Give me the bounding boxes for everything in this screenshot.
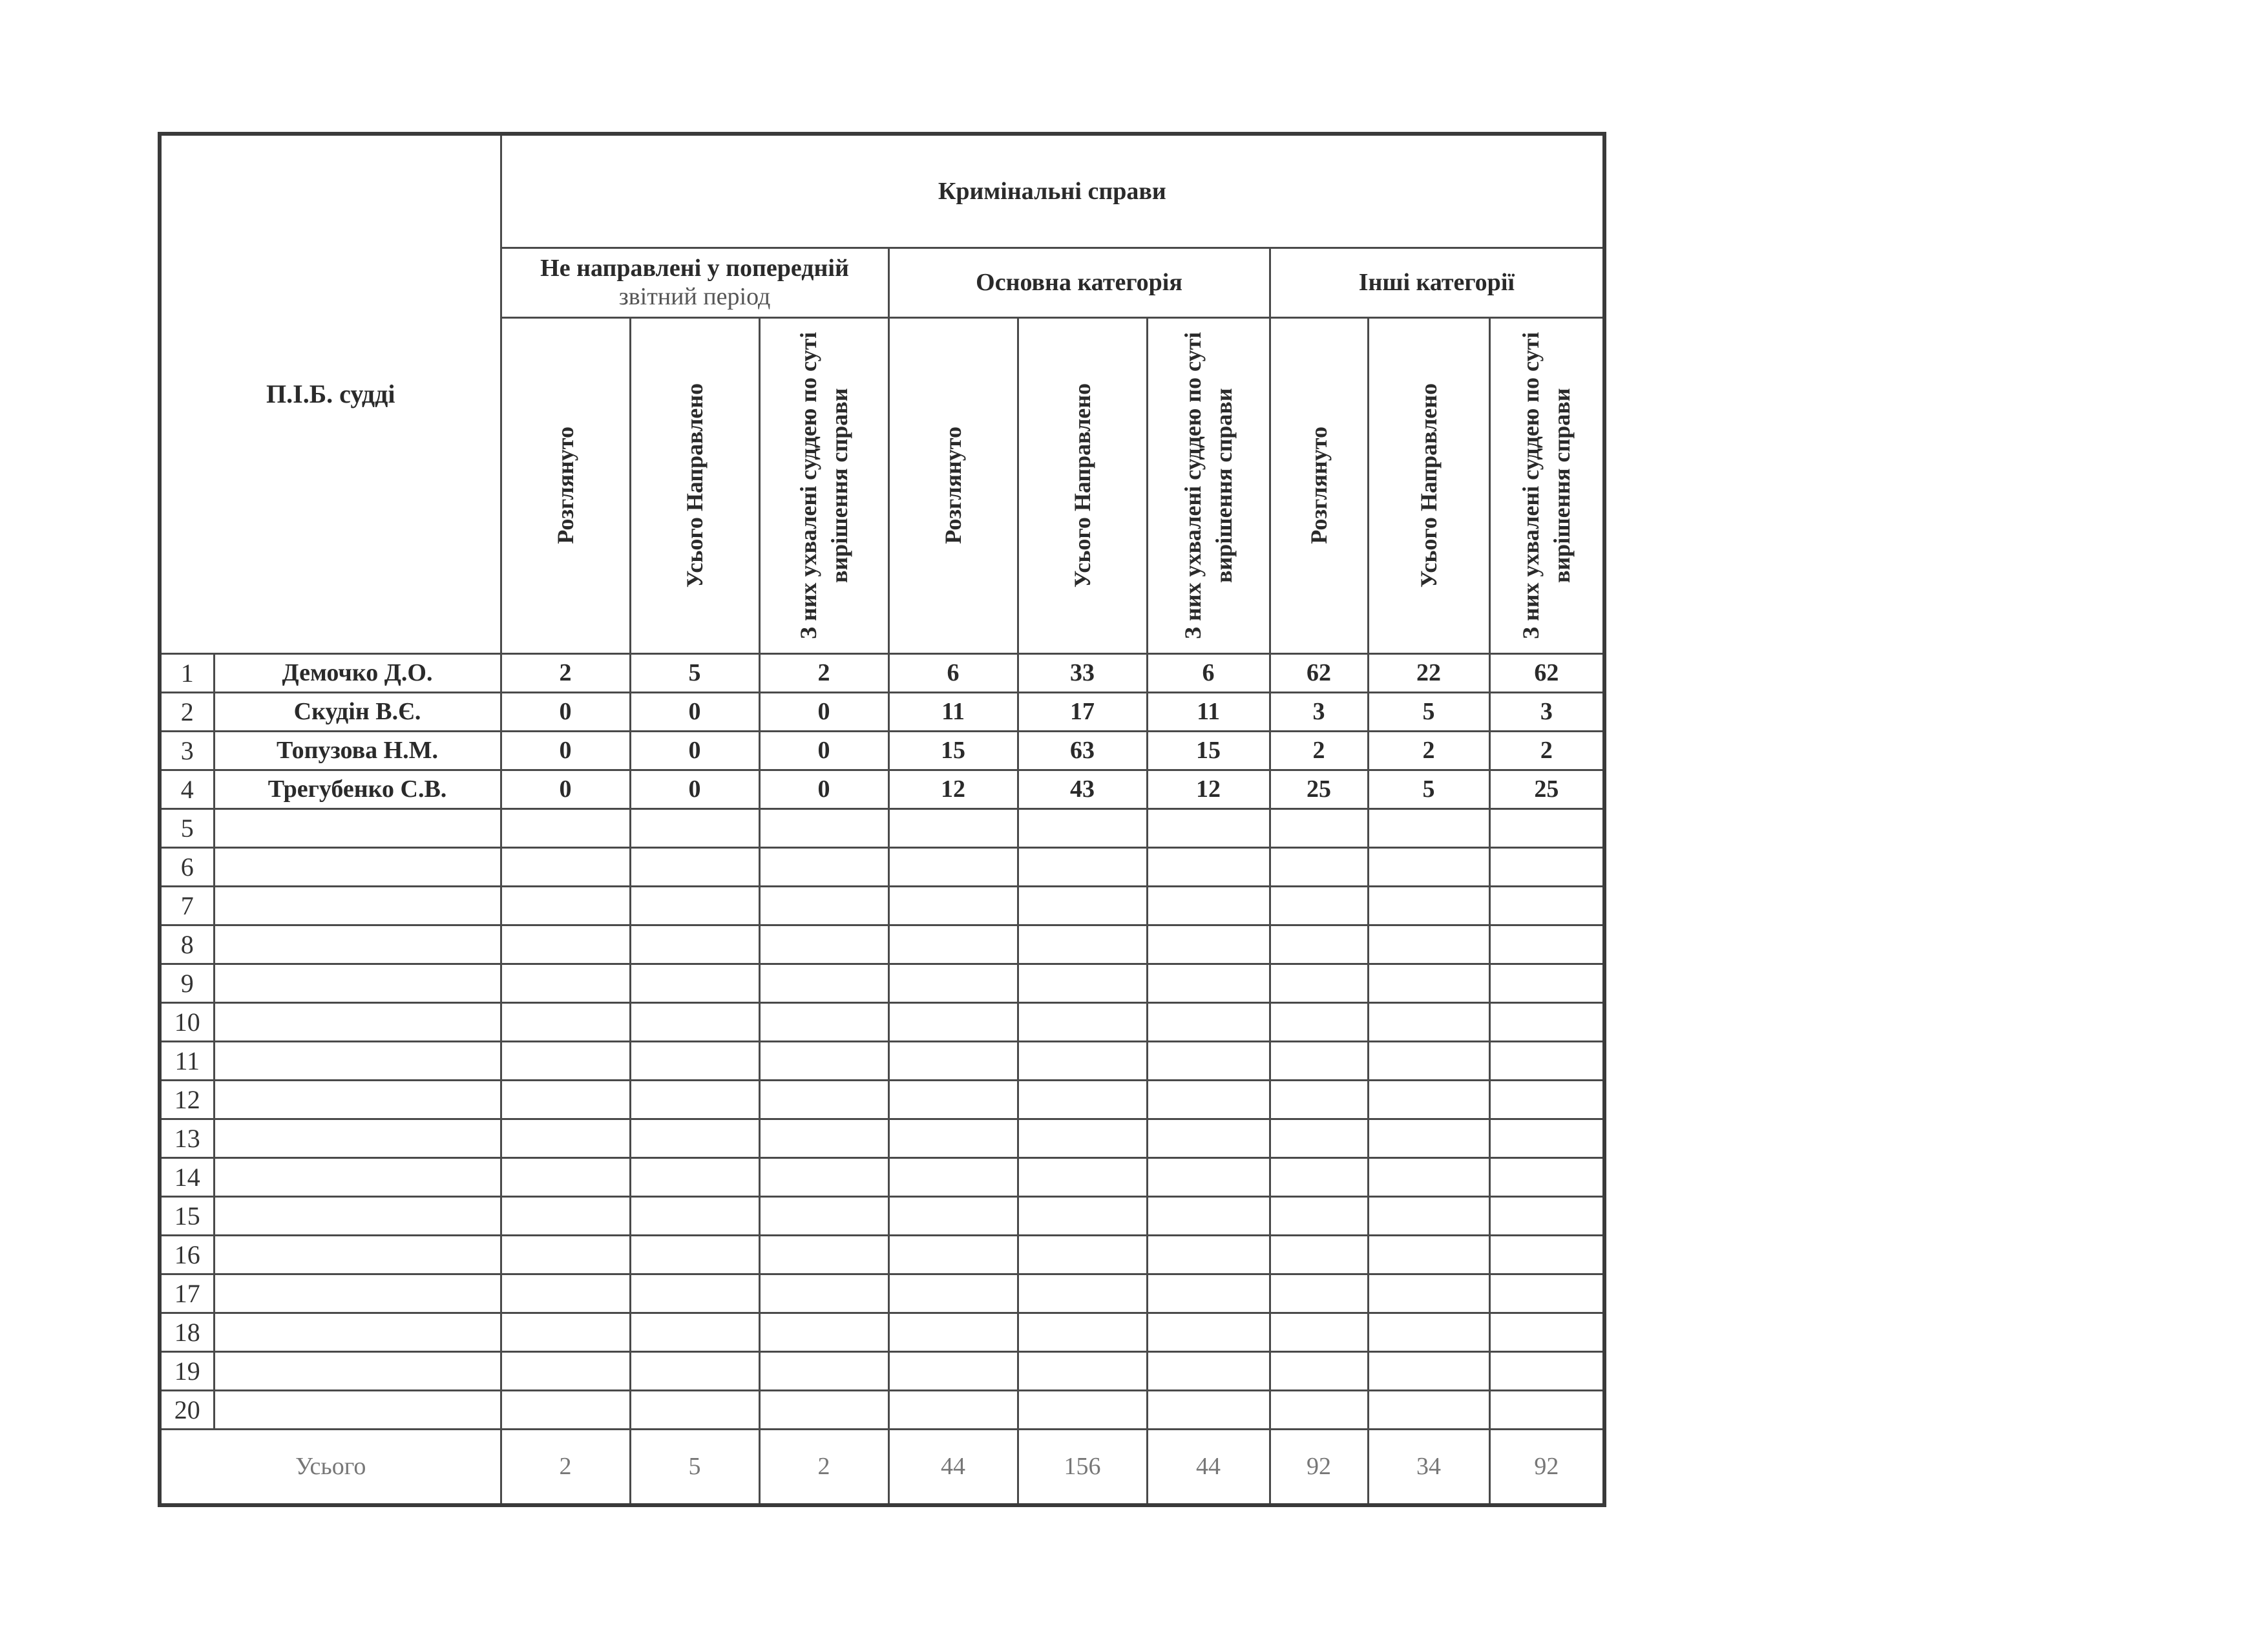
value-cell <box>630 1119 759 1157</box>
value-cell <box>1368 925 1489 964</box>
total-value-cell: 2 <box>501 1429 630 1505</box>
value-cell: 25 <box>1270 770 1368 808</box>
judge-name <box>214 1002 501 1041</box>
column-header-label: Усього Направлено <box>682 383 708 588</box>
value-cell <box>1018 1080 1147 1119</box>
column-header-label: З них ухвалені суддею по суті вирішення справи <box>795 332 853 639</box>
table-row <box>160 1274 1604 1313</box>
value-cell <box>759 1002 888 1041</box>
table-row <box>160 886 1604 925</box>
value-cell <box>1270 886 1368 925</box>
group-header <box>888 248 1270 317</box>
value-cell: 62 <box>1270 653 1368 692</box>
value-cell: 33 <box>1018 653 1147 692</box>
table-row <box>160 847 1604 886</box>
table-row <box>160 653 1604 692</box>
table-row <box>160 808 1604 847</box>
value-cell <box>1489 1080 1604 1119</box>
value-cell <box>630 1196 759 1235</box>
value-cell <box>1270 1119 1368 1157</box>
value-cell <box>1018 886 1147 925</box>
table-row <box>160 1002 1604 1041</box>
column-header <box>1018 317 1147 653</box>
value-cell <box>1018 808 1147 847</box>
value-cell <box>888 1196 1018 1235</box>
group-header-label: Інші категорії <box>1358 269 1515 296</box>
value-cell: 15 <box>888 731 1018 770</box>
column-header <box>1270 317 1368 653</box>
value-cell: 0 <box>501 731 630 770</box>
row-number: 11 <box>160 1041 214 1080</box>
value-cell <box>1018 1157 1147 1196</box>
judge-name <box>214 1351 501 1390</box>
value-cell <box>888 886 1018 925</box>
value-cell <box>888 925 1018 964</box>
total-value-cell: 44 <box>888 1429 1018 1505</box>
row-number: 17 <box>160 1274 214 1313</box>
row-number: 8 <box>160 925 214 964</box>
column-header-label: Розглянуто <box>552 427 579 544</box>
value-cell <box>630 1313 759 1351</box>
value-cell: 3 <box>1270 692 1368 731</box>
value-cell: 2 <box>1270 731 1368 770</box>
row-number: 10 <box>160 1002 214 1041</box>
value-cell: 0 <box>630 692 759 731</box>
value-cell <box>501 1196 630 1235</box>
value-cell: 0 <box>501 770 630 808</box>
value-cell <box>759 1235 888 1274</box>
value-cell <box>501 1235 630 1274</box>
row-number: 18 <box>160 1313 214 1351</box>
row-number: 7 <box>160 886 214 925</box>
value-cell <box>1018 1119 1147 1157</box>
value-cell <box>1147 1196 1270 1235</box>
table-row <box>160 925 1604 964</box>
value-cell <box>1018 1390 1147 1429</box>
value-cell <box>501 1041 630 1080</box>
judge-name <box>214 847 501 886</box>
table-row <box>160 1390 1604 1429</box>
value-cell <box>888 1157 1018 1196</box>
row-number: 2 <box>160 692 214 731</box>
value-cell <box>501 1313 630 1351</box>
value-cell <box>888 1235 1018 1274</box>
value-cell <box>1147 1351 1270 1390</box>
value-cell <box>1489 1041 1604 1080</box>
value-cell <box>759 1157 888 1196</box>
value-cell <box>501 847 630 886</box>
value-cell: 2 <box>501 653 630 692</box>
value-cell <box>1018 1196 1147 1235</box>
column-header <box>501 317 630 653</box>
judge-name <box>214 1313 501 1351</box>
value-cell: 6 <box>1147 653 1270 692</box>
value-cell: 62 <box>1489 653 1604 692</box>
value-cell <box>759 1351 888 1390</box>
value-cell <box>1018 1313 1147 1351</box>
value-cell <box>888 1351 1018 1390</box>
value-cell <box>1147 886 1270 925</box>
judge-name: Топузова Н.М. <box>214 731 501 770</box>
value-cell: 0 <box>759 770 888 808</box>
row-number: 14 <box>160 1157 214 1196</box>
value-cell <box>1368 847 1489 886</box>
row-number: 16 <box>160 1235 214 1274</box>
value-cell <box>1489 1274 1604 1313</box>
value-cell <box>1147 1080 1270 1119</box>
value-cell <box>630 1157 759 1196</box>
value-cell <box>1018 1041 1147 1080</box>
value-cell: 11 <box>1147 692 1270 731</box>
value-cell <box>1147 1390 1270 1429</box>
table-row <box>160 1041 1604 1080</box>
value-cell <box>1270 1235 1368 1274</box>
value-cell <box>1489 1119 1604 1157</box>
value-cell: 0 <box>630 770 759 808</box>
value-cell <box>759 1313 888 1351</box>
total-value-cell: 92 <box>1270 1429 1368 1505</box>
value-cell <box>1368 964 1489 1002</box>
value-cell <box>1147 1274 1270 1313</box>
value-cell: 5 <box>1368 692 1489 731</box>
total-value-cell: 2 <box>759 1429 888 1505</box>
column-header <box>630 317 759 653</box>
value-cell <box>630 964 759 1002</box>
value-cell <box>501 964 630 1002</box>
value-cell <box>1489 1390 1604 1429</box>
value-cell <box>1489 847 1604 886</box>
table-row <box>160 770 1604 808</box>
value-cell <box>1270 808 1368 847</box>
table-row <box>160 1235 1604 1274</box>
table-row <box>160 692 1604 731</box>
criminal-cases-header: Кримінальні справи <box>501 134 1604 248</box>
value-cell <box>501 1119 630 1157</box>
column-header-label: Усього Направлено <box>1069 383 1096 588</box>
column-header-label: З них ухвалені суддею по суті вирішення справи <box>1180 332 1237 639</box>
judge-name <box>214 1080 501 1119</box>
value-cell <box>1147 808 1270 847</box>
column-header-label: З них ухвалені суддею по суті вирішення справи <box>1518 332 1575 639</box>
value-cell <box>759 808 888 847</box>
value-cell <box>1489 1351 1604 1390</box>
row-number: 15 <box>160 1196 214 1235</box>
row-number: 13 <box>160 1119 214 1157</box>
value-cell <box>759 1274 888 1313</box>
value-cell <box>888 1002 1018 1041</box>
value-cell <box>1270 964 1368 1002</box>
row-number: 6 <box>160 847 214 886</box>
value-cell <box>630 1235 759 1274</box>
value-cell <box>1270 1351 1368 1390</box>
value-cell: 25 <box>1489 770 1604 808</box>
value-cell <box>1489 886 1604 925</box>
value-cell <box>1147 1313 1270 1351</box>
column-header-label: Розглянуто <box>940 427 967 544</box>
value-cell: 63 <box>1018 731 1147 770</box>
value-cell <box>1270 925 1368 964</box>
value-cell <box>1018 964 1147 1002</box>
judge-name <box>214 1119 501 1157</box>
value-cell <box>888 1390 1018 1429</box>
table-row <box>160 1313 1604 1351</box>
value-cell <box>1489 1002 1604 1041</box>
total-value-cell: 156 <box>1018 1429 1147 1505</box>
value-cell <box>1489 1313 1604 1351</box>
value-cell <box>888 847 1018 886</box>
value-cell <box>630 847 759 886</box>
judge-name <box>214 1274 501 1313</box>
row-number: 1 <box>160 653 214 692</box>
value-cell <box>1147 925 1270 964</box>
value-cell <box>501 1002 630 1041</box>
value-cell <box>1368 1235 1489 1274</box>
judge-name: Скудін В.Є. <box>214 692 501 731</box>
value-cell <box>759 925 888 964</box>
value-cell <box>1368 808 1489 847</box>
value-cell: 15 <box>1147 731 1270 770</box>
value-cell <box>1489 1196 1604 1235</box>
value-cell <box>759 1390 888 1429</box>
value-cell <box>1368 1390 1489 1429</box>
value-cell <box>1270 1274 1368 1313</box>
value-cell: 6 <box>888 653 1018 692</box>
table-row <box>160 1351 1604 1390</box>
value-cell: 12 <box>1147 770 1270 808</box>
row-number: 4 <box>160 770 214 808</box>
value-cell <box>1147 1002 1270 1041</box>
total-value-cell: 92 <box>1489 1429 1604 1505</box>
value-cell <box>888 964 1018 1002</box>
judge-name <box>214 808 501 847</box>
value-cell <box>1489 1235 1604 1274</box>
judges-report-table <box>158 132 1606 1507</box>
value-cell <box>1489 1157 1604 1196</box>
row-number: 12 <box>160 1080 214 1119</box>
value-cell <box>1489 925 1604 964</box>
table-row <box>160 1196 1604 1235</box>
judge-name <box>214 1196 501 1235</box>
value-cell <box>1270 1313 1368 1351</box>
value-cell <box>1147 1235 1270 1274</box>
value-cell <box>1368 1313 1489 1351</box>
row-number: 19 <box>160 1351 214 1390</box>
value-cell <box>1489 964 1604 1002</box>
value-cell <box>1270 1002 1368 1041</box>
value-cell <box>888 1313 1018 1351</box>
value-cell <box>759 1119 888 1157</box>
table-row <box>160 731 1604 770</box>
value-cell <box>1368 1274 1489 1313</box>
judge-name <box>214 925 501 964</box>
row-number: 20 <box>160 1390 214 1429</box>
value-cell <box>1147 1157 1270 1196</box>
value-cell <box>501 1157 630 1196</box>
value-cell <box>1147 847 1270 886</box>
column-header-label: Розглянуто <box>1306 427 1332 544</box>
value-cell <box>1270 1080 1368 1119</box>
value-cell <box>1368 1080 1489 1119</box>
value-cell <box>759 1041 888 1080</box>
group-header <box>1270 248 1604 317</box>
value-cell: 22 <box>1368 653 1489 692</box>
value-cell: 2 <box>1368 731 1489 770</box>
column-header-label: Усього Направлено <box>1416 383 1442 588</box>
value-cell: 2 <box>1489 731 1604 770</box>
value-cell <box>1270 1390 1368 1429</box>
judge-name <box>214 1390 501 1429</box>
judge-name-header: П.І.Б. судді <box>160 134 501 653</box>
value-cell <box>630 925 759 964</box>
value-cell <box>1270 1157 1368 1196</box>
value-cell <box>1018 1274 1147 1313</box>
value-cell <box>630 1390 759 1429</box>
row-number: 5 <box>160 808 214 847</box>
value-cell: 0 <box>759 731 888 770</box>
column-header <box>759 317 888 653</box>
value-cell <box>1147 1041 1270 1080</box>
value-cell <box>1147 1119 1270 1157</box>
value-cell <box>759 886 888 925</box>
row-number: 9 <box>160 964 214 1002</box>
value-cell <box>1368 1119 1489 1157</box>
value-cell: 5 <box>630 653 759 692</box>
value-cell <box>501 1080 630 1119</box>
value-cell: 43 <box>1018 770 1147 808</box>
value-cell <box>1018 1235 1147 1274</box>
value-cell <box>888 1274 1018 1313</box>
value-cell: 17 <box>1018 692 1147 731</box>
judge-name <box>214 886 501 925</box>
value-cell <box>1147 964 1270 1002</box>
value-cell <box>1368 886 1489 925</box>
value-cell <box>630 1080 759 1119</box>
column-header <box>1489 317 1604 653</box>
value-cell <box>888 1041 1018 1080</box>
value-cell <box>759 1196 888 1235</box>
value-cell <box>630 808 759 847</box>
group-header <box>501 248 888 317</box>
total-label: Усього <box>160 1429 501 1505</box>
judge-name <box>214 964 501 1002</box>
table-row <box>160 964 1604 1002</box>
value-cell <box>1270 847 1368 886</box>
value-cell: 3 <box>1489 692 1604 731</box>
value-cell: 5 <box>1368 770 1489 808</box>
value-cell: 2 <box>759 653 888 692</box>
value-cell <box>1018 847 1147 886</box>
value-cell <box>1018 925 1147 964</box>
value-cell <box>1489 808 1604 847</box>
value-cell <box>888 1119 1018 1157</box>
value-cell <box>759 1080 888 1119</box>
value-cell <box>501 886 630 925</box>
column-header <box>1368 317 1489 653</box>
judge-name <box>214 1041 501 1080</box>
value-cell: 0 <box>630 731 759 770</box>
total-value-cell: 34 <box>1368 1429 1489 1505</box>
value-cell <box>501 1351 630 1390</box>
table-row <box>160 1080 1604 1119</box>
group-header-sublabel: звітний період <box>618 283 771 310</box>
value-cell <box>888 1080 1018 1119</box>
value-cell <box>630 886 759 925</box>
group-header-label: Не направлені у попередній <box>540 255 849 282</box>
group-header-label: Основна категорія <box>976 269 1182 296</box>
value-cell <box>1018 1351 1147 1390</box>
row-number: 3 <box>160 731 214 770</box>
value-cell <box>630 1351 759 1390</box>
column-header <box>1147 317 1270 653</box>
value-cell <box>501 1274 630 1313</box>
value-cell: 0 <box>759 692 888 731</box>
value-cell <box>1270 1041 1368 1080</box>
value-cell <box>759 964 888 1002</box>
value-cell: 0 <box>501 692 630 731</box>
value-cell <box>630 1002 759 1041</box>
judge-name: Трегубенко С.В. <box>214 770 501 808</box>
judge-name <box>214 1157 501 1196</box>
value-cell <box>1368 1196 1489 1235</box>
judge-name <box>214 1235 501 1274</box>
table-row <box>160 1119 1604 1157</box>
total-value-cell: 5 <box>630 1429 759 1505</box>
value-cell <box>630 1274 759 1313</box>
value-cell <box>1368 1002 1489 1041</box>
value-cell <box>1368 1351 1489 1390</box>
judge-name: Демочко Д.О. <box>214 653 501 692</box>
total-value-cell: 44 <box>1147 1429 1270 1505</box>
value-cell <box>630 1041 759 1080</box>
column-header <box>888 317 1018 653</box>
table-row <box>160 1157 1604 1196</box>
value-cell <box>501 925 630 964</box>
value-cell <box>1270 1196 1368 1235</box>
value-cell <box>1368 1157 1489 1196</box>
value-cell <box>501 808 630 847</box>
value-cell <box>1018 1002 1147 1041</box>
value-cell <box>501 1390 630 1429</box>
value-cell <box>759 847 888 886</box>
value-cell <box>888 808 1018 847</box>
value-cell: 11 <box>888 692 1018 731</box>
value-cell: 12 <box>888 770 1018 808</box>
value-cell <box>1368 1041 1489 1080</box>
